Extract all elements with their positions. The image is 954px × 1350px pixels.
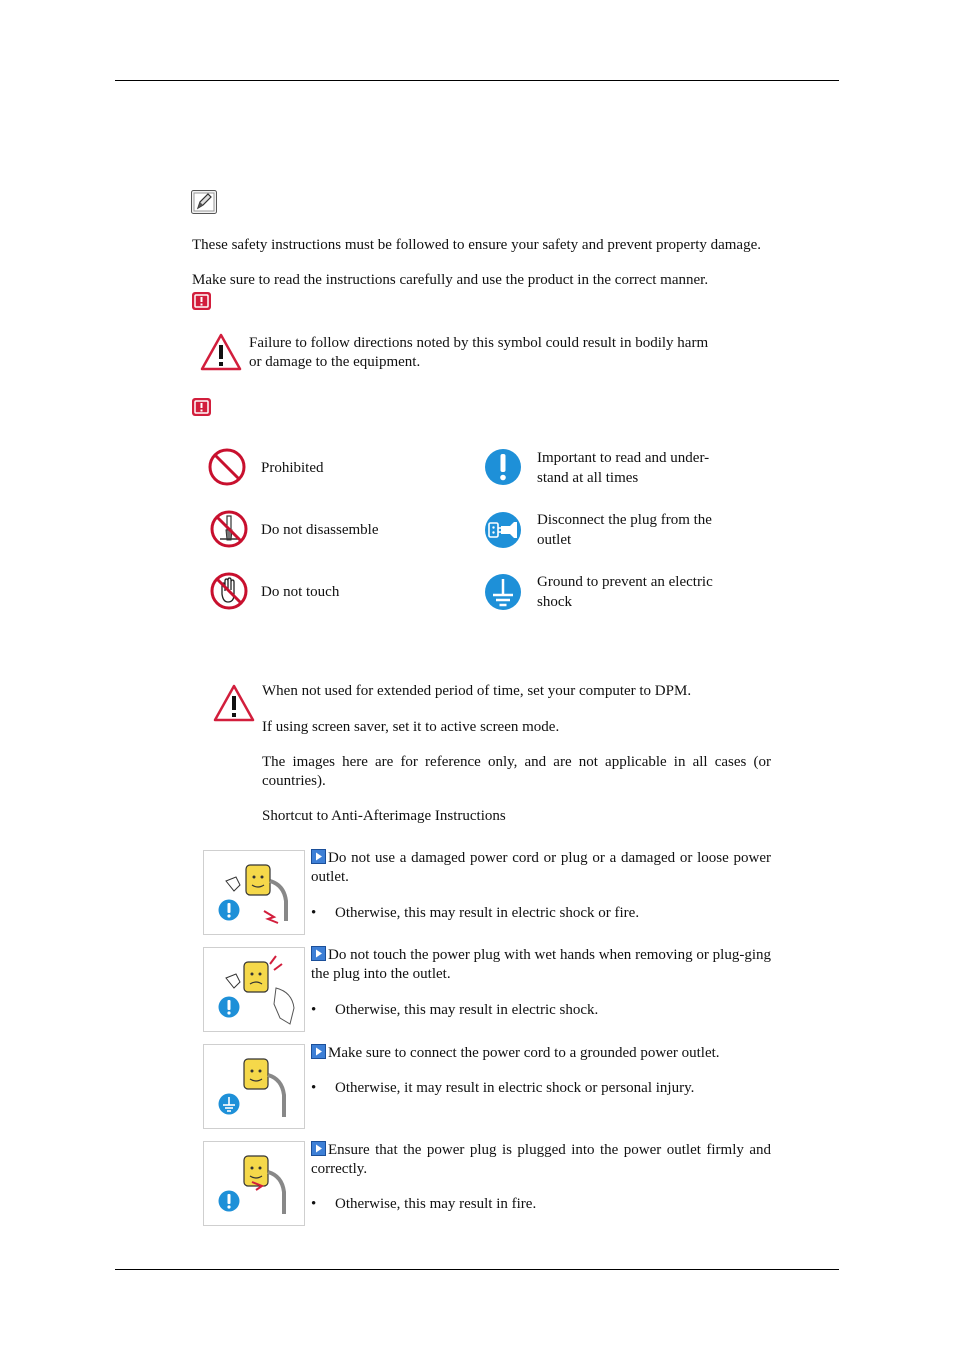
item-heading: [311, 1044, 771, 1063]
item-heading-text: Make sure to connect the power cord to a grounded power outlet.: [328, 1045, 720, 1061]
legend-label-ground-1: Ground to prevent an electric: [537, 574, 713, 590]
bullet-dot: •: [311, 1002, 317, 1018]
caution-triangle-icon: [200, 333, 242, 371]
item-heading-text: Do not use a damaged power cord or plug or a damaged or loose power outlet.: [311, 850, 771, 885]
bullet-dot: •: [311, 1196, 317, 1212]
item-bullet-text: Otherwise, this may result in electric shock or fire.: [335, 905, 640, 921]
caution-note-line-1: Failure to follow directions noted by this symbol could result in bodily harm: [249, 335, 709, 351]
note-icon: [191, 190, 217, 214]
item-heading-text: Ensure that the power plug is plugged into the power outlet firmly and correctly.: [311, 1142, 771, 1177]
power-note-reference: The images here are for reference only, and are not applicable in all cases (or countries).: [262, 754, 771, 789]
item-illustration: [203, 1141, 305, 1226]
power-note-dpm: When not used for extended period of time, set your computer to DPM.: [262, 683, 692, 699]
legend-label-disconnect-1: Disconnect the plug from the: [537, 512, 712, 528]
item-illustration: [203, 850, 305, 935]
do-not-touch-icon: [210, 572, 248, 610]
item-heading: [311, 946, 771, 984]
item-heading-text: Do not touch the power plug with wet hands when removing or plug-ging the plug into the outlet.: [311, 947, 771, 982]
item-illustration: [203, 947, 305, 1032]
plug-illustration: [204, 851, 304, 934]
firm-plug-illustration: [204, 1142, 304, 1225]
item-bullet-text: Otherwise, this may result in electric shock.: [335, 1002, 599, 1018]
item-bullet: [311, 904, 639, 923]
prohibited-icon: [208, 448, 246, 486]
bullet-dot: •: [311, 1080, 317, 1096]
intro-line-1: These safety instructions must be followed to ensure your safety and prevent property damage.: [192, 237, 761, 253]
arrow-right-icon: [311, 946, 326, 961]
legend-label-important-2: stand at all times: [537, 470, 639, 486]
caution-triangle-icon: [213, 684, 255, 722]
footer-rule: [115, 1269, 839, 1270]
item-heading: [311, 1141, 771, 1179]
wet-hand-plug-illustration: [204, 948, 304, 1031]
important-icon: [218, 1190, 240, 1212]
arrow-right-icon: [311, 1044, 326, 1059]
ground-icon: [218, 1093, 240, 1115]
shortcut-link[interactable]: Shortcut to Anti-Afterimage Instructions: [262, 808, 506, 824]
important-mark-icon: [192, 292, 211, 310]
legend-label-prohibited: Prohibited: [261, 460, 324, 476]
arrow-right-icon: [311, 849, 326, 864]
legend-label-important-1: Important to read and under-: [537, 450, 710, 466]
item-illustration: [203, 1044, 305, 1129]
grounded-outlet-illustration: [204, 1045, 304, 1128]
intro-line-2: Make sure to read the instructions carefully and use the product in the correct manner.: [192, 272, 709, 288]
item-bullet: [311, 1079, 694, 1098]
power-note-screensaver: If using screen saver, set it to active screen mode.: [262, 719, 560, 735]
header-rule: [115, 80, 839, 81]
item-bullet: [311, 1001, 598, 1020]
legend-label-ground-2: shock: [537, 594, 572, 610]
legend-label-do-not-touch: Do not touch: [261, 584, 340, 600]
legend-label-disconnect-2: outlet: [537, 532, 572, 548]
item-heading: [311, 849, 771, 887]
important-mark-icon: [192, 398, 211, 416]
do-not-disassemble-icon: [210, 510, 248, 548]
important-icon: [484, 448, 522, 486]
bullet-dot: •: [311, 905, 317, 921]
item-bullet-text: Otherwise, this may result in fire.: [335, 1196, 537, 1212]
legend-label-do-not-disassemble: Do not disassemble: [261, 522, 379, 538]
important-icon: [218, 899, 240, 921]
item-bullet-text: Otherwise, it may result in electric shock or personal injury.: [335, 1080, 695, 1096]
ground-icon: [484, 573, 522, 611]
arrow-right-icon: [311, 1141, 326, 1156]
caution-note-line-2: or damage to the equipment.: [249, 354, 421, 370]
item-bullet: [311, 1195, 536, 1214]
important-icon: [218, 996, 240, 1018]
disconnect-plug-icon: [484, 511, 522, 549]
